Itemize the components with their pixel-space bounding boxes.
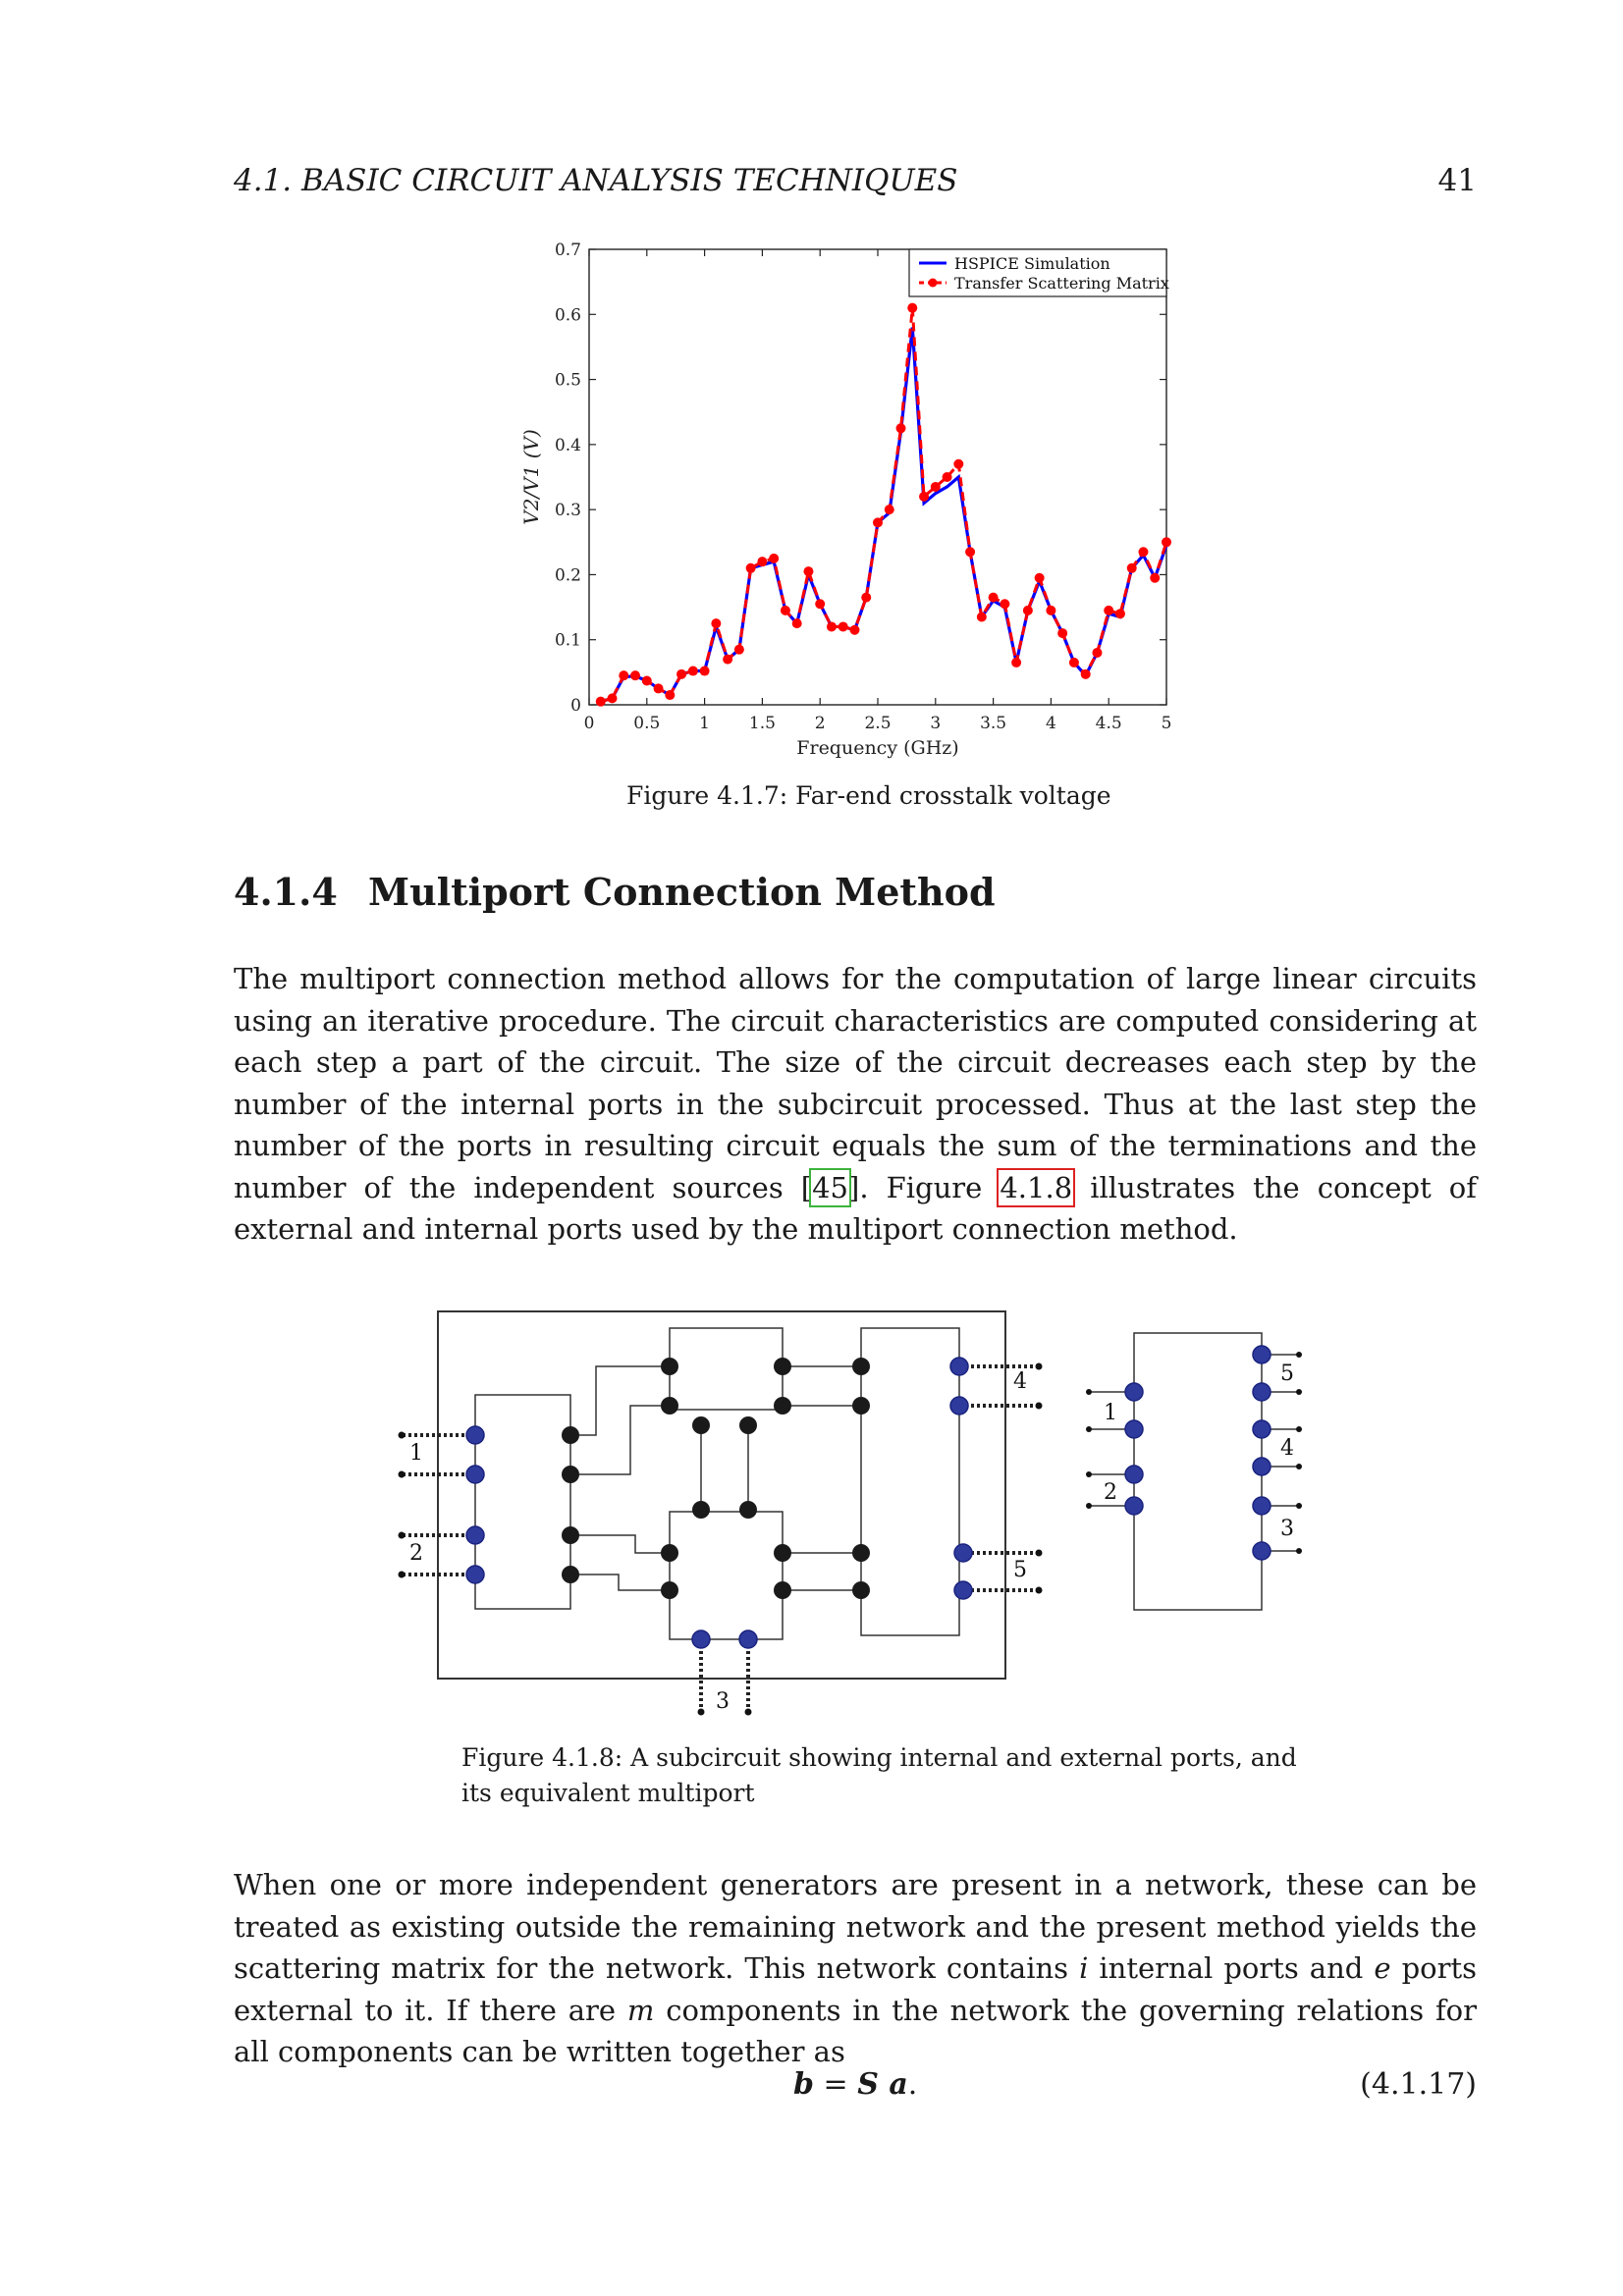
series-tsm-point <box>781 606 790 615</box>
equivalent-multiport-box <box>1134 1333 1262 1610</box>
x-tick-label: 3.5 <box>980 714 1007 733</box>
y-tick-label: 0.3 <box>554 501 581 521</box>
legend-marker-tsm <box>929 279 938 288</box>
x-tick-label: 4 <box>1045 714 1056 733</box>
x-tick-label: 1 <box>699 714 711 733</box>
legend-entry: Transfer Scattering Matrix <box>954 274 1169 293</box>
equation-period: . <box>907 2067 918 2102</box>
component-bottom-middle <box>670 1512 783 1639</box>
series-tsm-point <box>1023 606 1033 615</box>
series-tsm-point <box>827 621 837 631</box>
series-tsm-point <box>642 675 652 685</box>
var-i: i <box>1079 1951 1089 1985</box>
y-tick-label: 0.7 <box>554 240 581 260</box>
internal-nodes <box>562 1358 870 1599</box>
var-m: m <box>626 1993 655 2027</box>
x-axis-label: Frequency (GHz) <box>796 737 959 759</box>
running-head-title: 4.1. BASIC CIRCUIT ANALYSIS TECHNIQUES <box>234 163 958 198</box>
port-label-5: 5 <box>1013 1558 1027 1582</box>
x-tick-label: 3 <box>930 714 942 733</box>
series-tsm-point <box>907 303 917 313</box>
y-tick-label: 0.6 <box>554 305 581 326</box>
y-axis-label: V2/V1 (V) <box>519 429 543 525</box>
series-tsm-point <box>654 683 664 693</box>
component-left <box>475 1395 570 1609</box>
series-tsm-point <box>676 669 686 679</box>
multiport-label-3: 3 <box>1280 1517 1294 1541</box>
series-tsm-point <box>1138 547 1148 557</box>
series-tsm-point <box>953 459 963 469</box>
figure-4-1-8-caption <box>461 1740 1297 1811</box>
y-tick-label: 0 <box>570 696 581 716</box>
series-tsm-point <box>1046 606 1055 615</box>
y-tick-label: 0.2 <box>554 565 581 586</box>
port-label-3: 3 <box>716 1689 730 1714</box>
series-tsm-point <box>1092 648 1102 658</box>
legend-entry: HSPICE Simulation <box>954 254 1110 273</box>
multiport-terminal-dots <box>1086 1352 1302 1554</box>
series-tsm-point <box>1011 658 1021 667</box>
multiport-label-1: 1 <box>1104 1401 1117 1425</box>
series-tsm-point <box>1162 537 1171 547</box>
paragraph-2-text-c: ports external to it. If there are <box>234 1951 1478 2027</box>
y-tick-label: 0.4 <box>554 435 581 455</box>
series-tsm-point <box>665 690 675 700</box>
crosstalk-chart <box>491 232 1178 762</box>
section-heading <box>234 870 996 914</box>
x-tick-label: 2.5 <box>864 714 892 733</box>
multiport-label-5: 5 <box>1280 1362 1294 1386</box>
series-tsm-point <box>885 505 894 514</box>
series-tsm-point <box>896 423 906 433</box>
equation-body <box>793 2067 917 2102</box>
paragraph-2-text-d: components in the network the governing relations for all components can be written together as <box>234 1993 1477 2068</box>
series-tsm-point <box>1035 573 1045 583</box>
series-tsm-point <box>746 563 756 573</box>
series-tsm-point <box>1115 609 1125 618</box>
equation-lhs: b <box>793 2067 814 2102</box>
series-tsm-point <box>711 618 721 628</box>
series-tsm-point <box>1081 669 1091 679</box>
running-head <box>234 163 1477 206</box>
series-tsm-point <box>723 655 732 665</box>
component-blocks <box>475 1328 959 1639</box>
subcircuit-boundary <box>438 1311 1005 1679</box>
series-tsm-point <box>989 593 999 603</box>
series-tsm-point <box>757 557 767 566</box>
equation-4-1-17 <box>234 2067 1477 2110</box>
multiport-label-2: 2 <box>1104 1480 1117 1505</box>
port-label-2: 2 <box>409 1541 423 1566</box>
series-tsm-point <box>734 645 744 655</box>
x-tick-label: 5 <box>1161 714 1172 733</box>
paragraph-multiport-intro: The multiport connection method allows for the computation of large linear circuits using an iterative procedure. The circuit characteristics are computed considering at each step a part of the circuit. The size of the circuit decreases each step by the number of the internal ports in the subcircuit processed. Thus at the last step the number of the ports in resulting circuit equals the sum of the terminations and the number of the independent sources [45]. Figure 4.1.8 illustrates the concept of external and internal ports used by the multiport connection method. <box>234 962 1477 1246</box>
series-tsm-point <box>849 625 859 635</box>
series-tsm-point <box>792 618 802 628</box>
series-tsm-point <box>977 613 987 622</box>
page-number: 41 <box>1437 163 1477 198</box>
series-tsm-point <box>619 670 628 680</box>
series-tsm-point <box>688 667 698 676</box>
series-tsm-point <box>1104 606 1113 615</box>
equation-number: (4.1.17) <box>1360 2067 1477 2102</box>
chart-root <box>519 240 1171 759</box>
figure-4-1-7-caption: Figure 4.1.7: Far-end crosstalk voltage <box>626 781 1111 810</box>
series-tsm-point <box>931 482 941 492</box>
series-tsm-point <box>919 492 929 502</box>
series-tsm-point <box>943 472 952 482</box>
component-right <box>861 1328 959 1635</box>
series-tsm-point <box>965 547 975 557</box>
paragraph-generators <box>234 1864 1477 2073</box>
figure-reference-link[interactable]: 4.1.8 <box>1000 1170 1073 1204</box>
x-tick-label: 0.5 <box>633 714 661 733</box>
external-port-nodes <box>466 1358 972 1648</box>
port-label-4: 4 <box>1013 1369 1027 1394</box>
paragraph-2-text-b: internal ports and <box>1088 1951 1375 1985</box>
equation-rhs-s: S <box>857 2067 879 2102</box>
terminal-dots-left <box>399 1363 1043 1716</box>
series-tsm-point <box>873 517 883 527</box>
series-tsm-point <box>1127 563 1137 573</box>
paragraph-2-text-a: When one or more independent generators are present in a network, these can be treated as existing outside the remaining network and the present method yields the scattering matrix for the network. This network contains <box>234 1868 1477 1985</box>
y-tick-label: 0.5 <box>554 370 581 391</box>
var-e: e <box>1374 1951 1391 1985</box>
series-tsm-point <box>815 599 825 609</box>
port-label-1: 1 <box>409 1441 423 1466</box>
x-tick-label: 4.5 <box>1095 714 1122 733</box>
x-tick-label: 0 <box>583 714 595 733</box>
figure-4-1-8-caption-line-2: its equivalent multiport <box>461 1779 755 1807</box>
series-tsm-point <box>861 593 871 603</box>
internal-wires <box>571 1366 861 1590</box>
series-tsm-point <box>769 554 779 563</box>
series-tsm-point <box>1000 599 1009 609</box>
series-tsm-point <box>608 693 618 703</box>
series-tsm-point <box>839 621 848 631</box>
subcircuit-diagram <box>385 1296 1327 1728</box>
series-tsm-point <box>596 697 606 707</box>
series-tsm-point <box>1150 573 1160 583</box>
paragraph-1-text-b: . Figure <box>859 1170 1001 1204</box>
component-top-middle <box>670 1328 783 1410</box>
paragraph-1-text-a: The multiport connection method allows for the computation of large linear circuits using an iterative procedure. The circuit characteristics are computed considering at each step a part of the circuit. The size of the circuit decreases each step by the number of the internal ports in the subcircuit processed. Thus at the last step the number of the ports in resulting circuit equals the sum of the terminations and the number of the independent sources <box>234 962 1477 1204</box>
citation-link[interactable]: 45 <box>812 1170 849 1204</box>
multiport-label-4: 4 <box>1280 1436 1294 1461</box>
series-tsm-point <box>803 566 813 576</box>
series-tsm-line <box>601 308 1166 702</box>
section-title: Multiport Connection Method <box>368 870 996 914</box>
subcircuit-port-labels <box>409 1369 1027 1714</box>
plot-frame <box>589 249 1166 705</box>
equation-rhs-a: a <box>889 2067 908 2102</box>
series-tsm-point <box>700 667 710 676</box>
series-tsm-point <box>1069 658 1079 667</box>
series-hspice-line <box>601 328 1166 702</box>
section-number: 4.1.4 <box>234 870 338 914</box>
figure-4-1-8-caption-line-1: Figure 4.1.8: A subcircuit showing internal and external ports, and <box>461 1743 1297 1772</box>
series-tsm-point <box>630 670 640 680</box>
external-port-stubs <box>403 1366 1038 1710</box>
x-tick-label: 1.5 <box>748 714 776 733</box>
y-tick-label: 0.1 <box>554 630 581 651</box>
multiport-nodes <box>1125 1346 1271 1560</box>
paragraph-1-text-c: illustrates the concept of external and internal ports used by the multiport connection method. <box>234 1170 1477 1246</box>
x-tick-label: 2 <box>814 714 826 733</box>
equation-equals: = <box>813 2067 858 2102</box>
series-tsm-point <box>1057 628 1067 638</box>
